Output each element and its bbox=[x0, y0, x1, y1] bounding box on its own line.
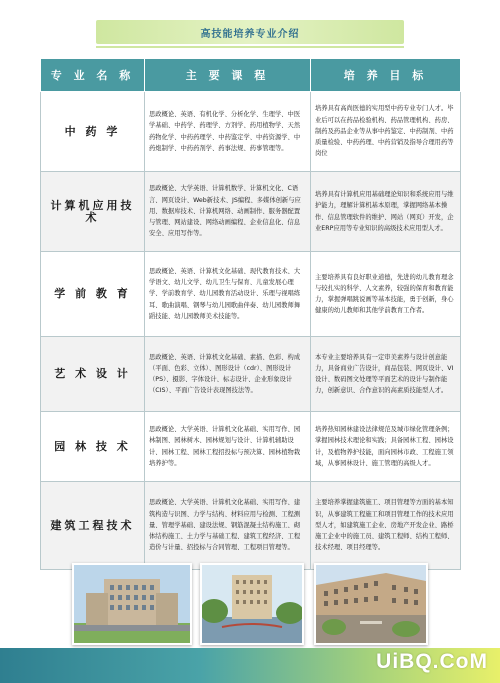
major-courses: 思政概论、英语、计算机文化基础、素描、色彩、构成（平面、色彩、立体）、图形设计（cdr）、图形设计（PS）、摄影、字体设计、标志设计、企业形象设计（CIS）、平面广告设计表现图技法等。 bbox=[145, 337, 311, 412]
major-courses: 思政概论、英语、有机化学、分析化学、生理学、中医学基础、中药学、药理学、方剂学、药用植物学、天然药物化学、中药药理学、中药鉴定学、中药资源学、中药炮制学、中药药剂学、药事法规、药事管理等。 bbox=[145, 92, 311, 172]
major-courses: 思政概论、大学英语、计算机文化基础、实用写作、园林制图、园林树木、园林规划与设计、计算机辅助设计、园林工程、园林工程招投标与预决算、园林植物栽培养护等。 bbox=[145, 412, 311, 482]
header-goal: 培 养 目 标 bbox=[311, 59, 461, 92]
table-row bbox=[41, 172, 461, 252]
watermark-text: UiBQ.CoM bbox=[376, 650, 488, 673]
major-name: 建筑工程技术 bbox=[41, 482, 145, 570]
table-row bbox=[41, 337, 461, 412]
major-goal: 本专业主要培养具有一定审美素养与设计创意能力，具备商业广告设计，商品包装、网页设计、VI设计、数码图文处理等平面艺术的设计与制作能力，创新意识、合作意识的高素质技能型人才。 bbox=[311, 337, 461, 412]
campus-photos bbox=[0, 563, 500, 643]
major-courses: 思政概论、大学英语、计算机数学、计算机文化、C语言、网页设计、Web新技术、JS编程、多媒体创新与应用、数据库技术、计算机网络、动画制作、服务器配置与管理、网站建设、网络动画编程、企业信息化、信息安全、应用写作等。 bbox=[145, 172, 311, 252]
page-title: 高技能培养专业介绍 bbox=[200, 28, 300, 40]
major-goal: 培养热知园林建设法律规范及城市绿化管理条例；掌握园林技术理论和实践；具备园林工程、园林设计，及植物养护技能，面向园林市政、工程施工领域，从事园林设计、施工管理的高级人才。 bbox=[311, 412, 461, 482]
major-name: 中 药 学 bbox=[41, 92, 145, 172]
main-building-image bbox=[74, 565, 190, 643]
major-goal: 主要培养具有良好职业道德，先进的幼儿教育理念与较扎实的科学、人文素养，较强的保育和教育能力，掌握弹唱跳说画等基本技能，勇于创新，身心健康的幼儿教师和其他学前教育工作者。 bbox=[311, 252, 461, 337]
campus-photo-main-building bbox=[72, 563, 192, 645]
table-row bbox=[41, 252, 461, 337]
major-goal: 培养具有计算机应用基础理论知识和系统应用与维护能力，理解计算机基本原理，掌握网络基本操作、信息管理软件的维护、网站（网页）开发，企业ERP应用等专业知识的高级技术应用型人才。 bbox=[311, 172, 461, 252]
table-row bbox=[41, 412, 461, 482]
major-goal: 主要培养掌握建筑施工、项目管理等方面的基本知识，从事建筑工程施工和项目管理工作的技术应用型人才，如建筑施工企业、房地产开发企业、路桥施工企业中的施工员、建筑工程师、结构工程师、技术经理、项目经理等。 bbox=[311, 482, 461, 570]
majors-table bbox=[40, 58, 461, 570]
major-name: 艺 术 设 计 bbox=[41, 337, 145, 412]
header-major-name: 专 业 名 称 bbox=[41, 59, 145, 92]
title-divider bbox=[96, 46, 404, 48]
lake-building-image bbox=[202, 565, 302, 643]
header-courses: 主 要 课 程 bbox=[145, 59, 311, 92]
major-name: 计算机应用技术 bbox=[41, 172, 145, 252]
major-name: 学 前 教 育 bbox=[41, 252, 145, 337]
major-goal: 培养具有高尚医德的实用型中药专业专门人才。毕业后可以在药品检验机构、药品管理机构、药房、制药及药品企业等从事中药鉴定、中药制剂、中药质量检验、中药药理、中药营销及指导合理用药等岗位 bbox=[311, 92, 461, 172]
major-courses: 思政概论、英语、计算机文化基础、现代教育技术、大学语文、幼儿文学、幼儿卫生与保育、儿童发展心理学、学前教育学、幼儿园教育活动设计、乐理与视唱练耳、歌曲演唱、钢琴与幼儿园歌曲伴奏、幼儿园教师舞蹈技能、幼儿园教师美术技能等。 bbox=[145, 252, 311, 337]
table-row bbox=[41, 92, 461, 172]
table-row bbox=[41, 482, 461, 570]
garden-building-image bbox=[316, 565, 426, 643]
major-courses: 思政概论、大学英语、计算机文化基础、实用写作、建筑构造与识图、力学与结构、材料应用与检测、工程测量、管理学基础、建设法规、钢筋混凝土结构施工、砌体结构施工、土力学与基础工程、建筑工程经济、工程造价与计量、招投标与合同管理、工程项目管理等。 bbox=[145, 482, 311, 570]
campus-photo-lake-building bbox=[200, 563, 304, 645]
title-banner bbox=[96, 20, 404, 44]
table-header-row bbox=[41, 59, 461, 92]
campus-photo-garden-building bbox=[314, 563, 428, 645]
major-name: 园 林 技 术 bbox=[41, 412, 145, 482]
